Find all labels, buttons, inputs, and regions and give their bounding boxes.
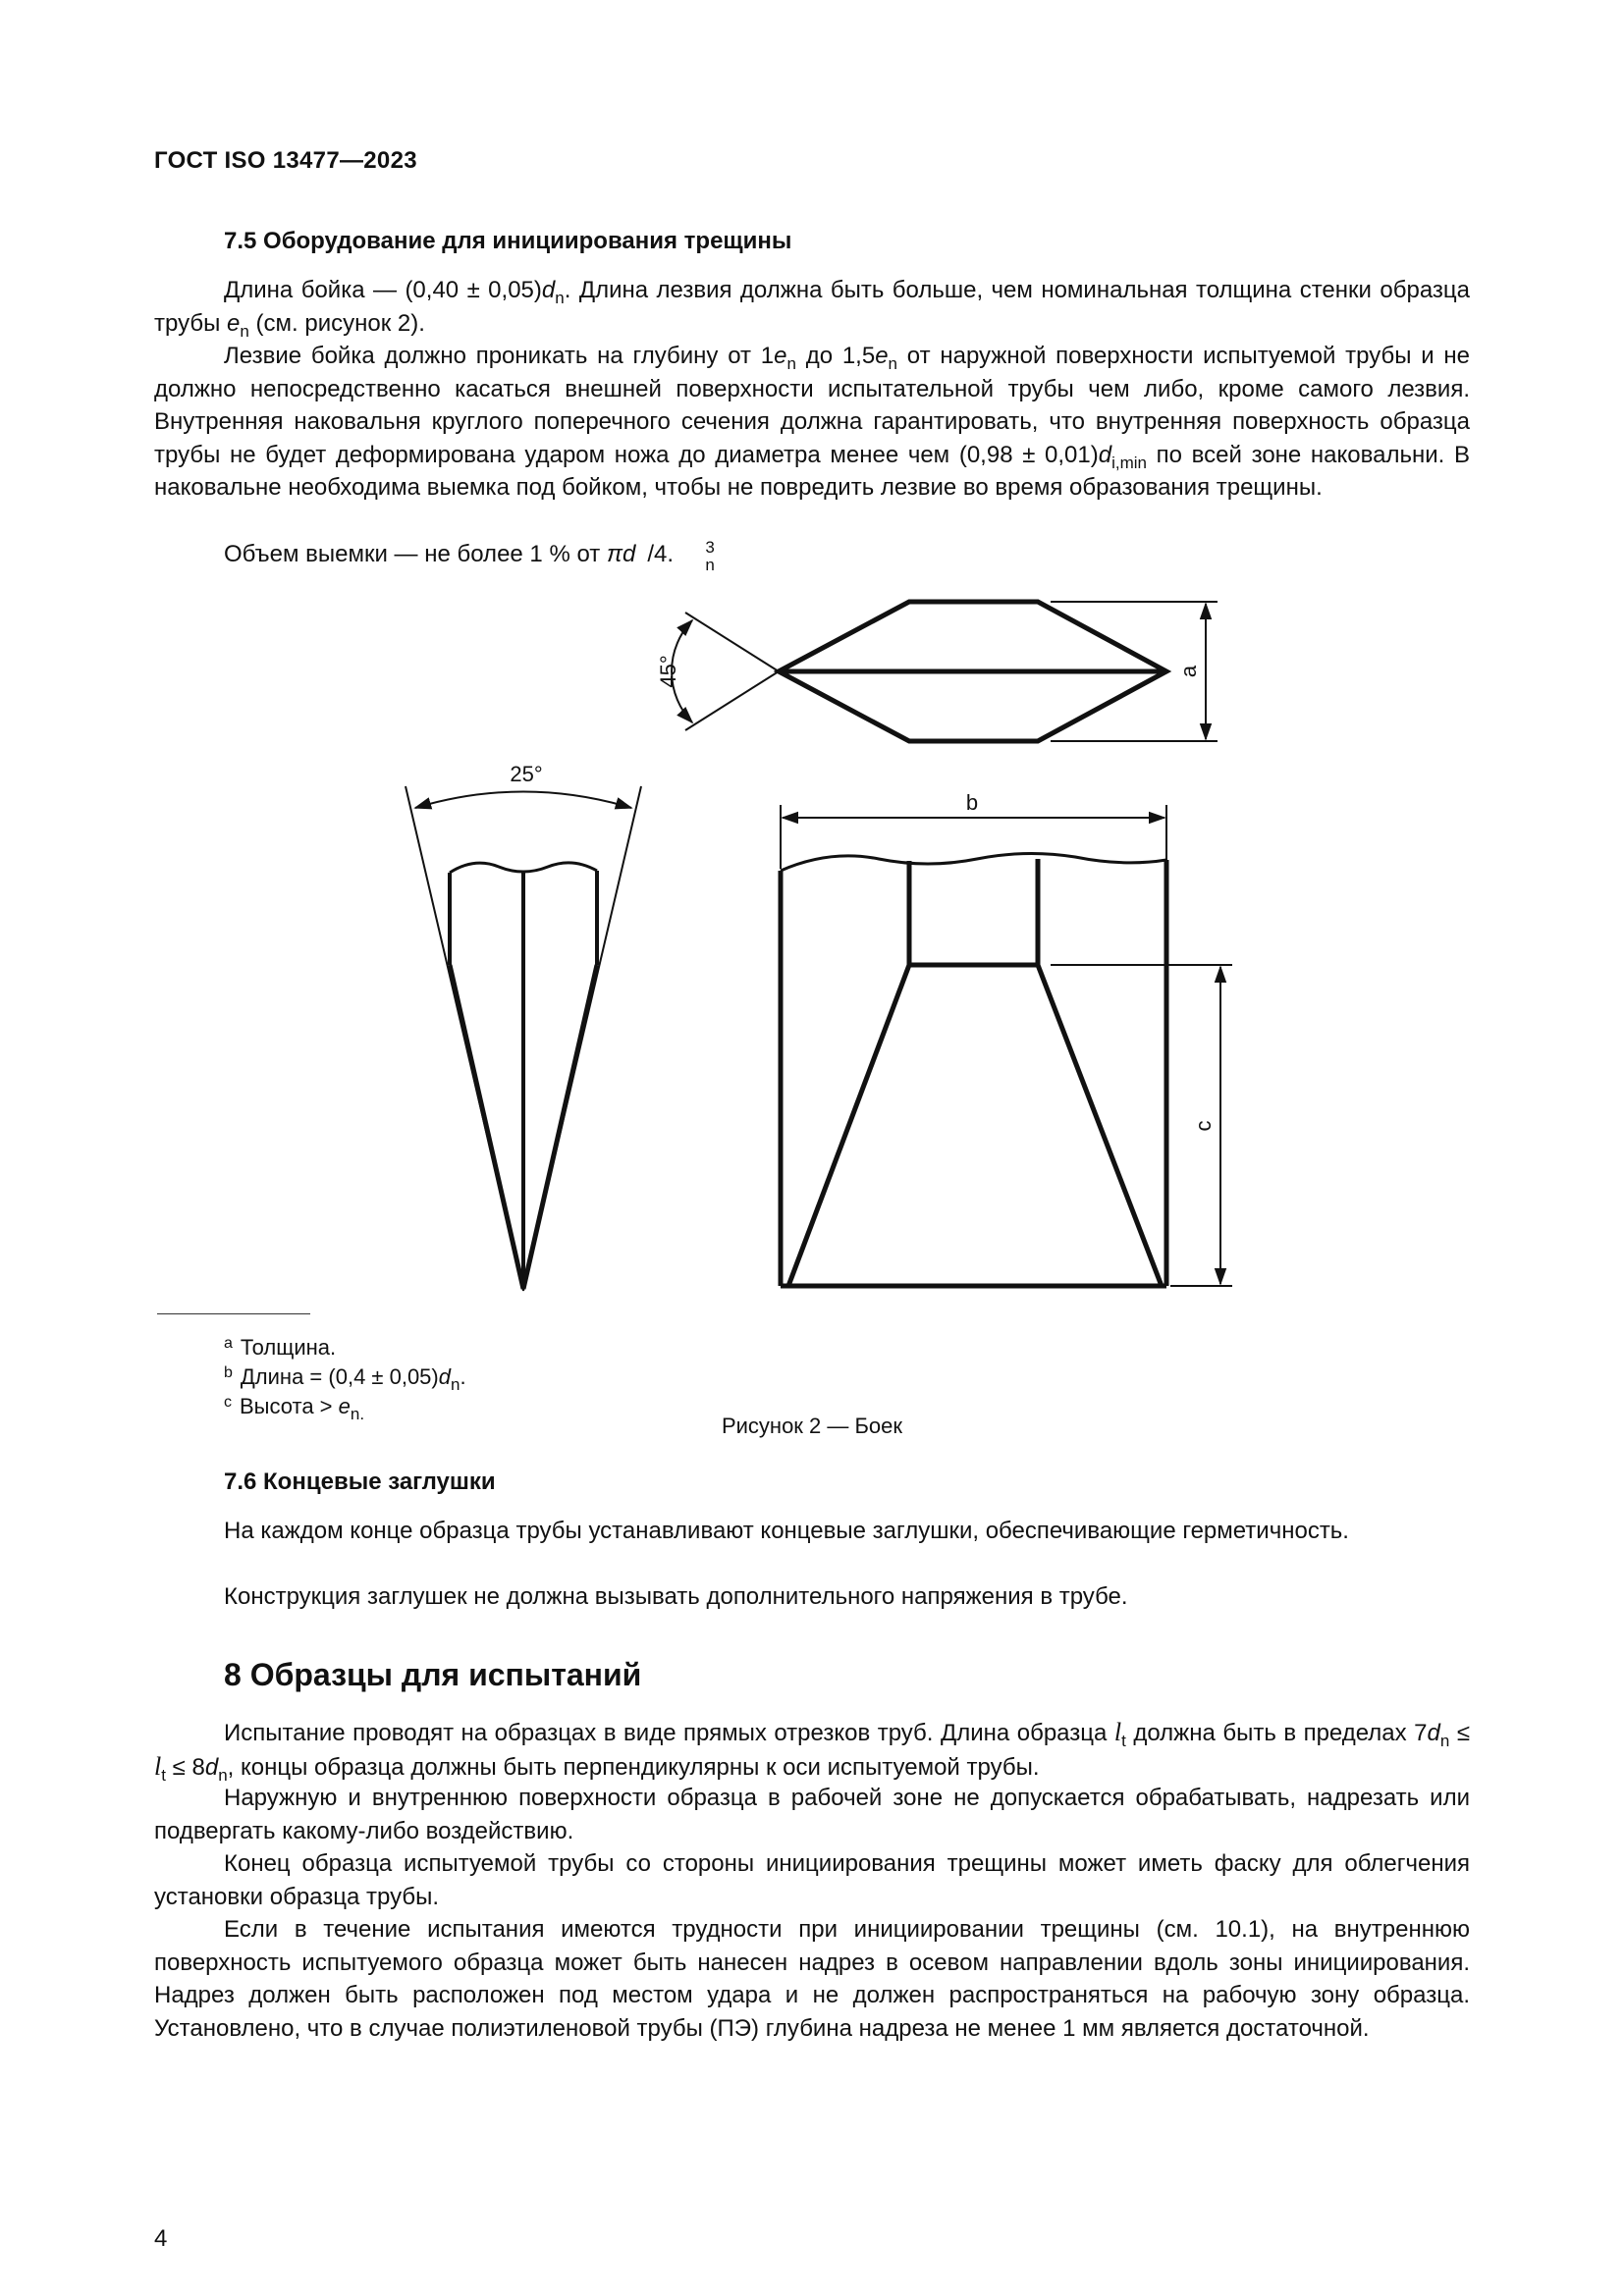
subscript-n: n [555,289,565,307]
section-7-6-heading: 7.6 Концевые заглушки [224,1468,496,1495]
var-e: e [227,309,241,337]
text-run: ≤ 8 [165,1753,205,1781]
var-e: e [338,1394,351,1418]
footnote-mark: c [224,1394,232,1411]
footnote-text: Высота > [240,1394,339,1418]
front-view [781,805,1232,1286]
text-run: должна быть в пределах 7 [1125,1720,1428,1746]
front-break-line-wave [781,853,1166,871]
section-8-paragraph-3: Конец образца испытуемой трубы со стороны инициирования трещины может иметь фаску для облегчения установки образца трубы. [154,1850,1470,1910]
footnote-mark: a [224,1335,233,1352]
section-8-heading: 8 Образцы для испытаний [224,1657,642,1692]
subscript-imin: i,min [1111,453,1148,472]
var-pi-d: πd [606,541,636,567]
label-dim-a: a [1176,665,1201,678]
footnote-text: Длина = (0,4 ± 0,05) [240,1364,439,1389]
text-run: Лезвие бойка должно проникать на глубину от 1 [224,343,775,369]
subscript-n: n [1439,1732,1450,1750]
text-run: до 1,5 [795,343,876,369]
subscript-n: n [888,354,898,373]
text-run: ≤ [1449,1720,1471,1746]
var-d: d [541,277,556,303]
section-8-paragraph-1 [154,1716,1470,1784]
var-e: e [774,343,787,369]
side-view-wedge [406,786,641,1291]
section-8-paragraph-4: Если в течение испытания имеются трудности при инициировании трещины (см. 10.1), на внутреннюю поверхность испытуемого образца может быть нанесен надрез в осевом направлении вдоль зоны инициирования. Надрез должен быть расположен под местом удара и не должен распространяться на рабочую зону образца. Установлено, что в случае полиэтиленовой трубы (ПЭ) глубина надреза не менее 1 мм является достаточной. [154,1916,1470,2042]
var-d: d [438,1364,451,1389]
footnote-mark: b [224,1364,233,1381]
var-d: d [1427,1720,1440,1746]
text-run: Длина бойка — (0,40 ± 0,05) [224,277,542,303]
figure-footnote-a [224,1329,336,1362]
document-header-title: ГОСТ ISO 13477—2023 [154,147,417,174]
subscript-n: n [240,321,249,341]
subscript-t: t [1121,1732,1126,1750]
page-number: 4 [154,2225,168,2252]
text-run: , концы образца должны быть перпендикулярны к оси испытуемой трубы. [227,1753,1040,1781]
var-d: d [1098,441,1112,468]
var-l: l [1113,1718,1122,1746]
section-8-paragraph-2: Наружную и внутреннюю поверхности образца в рабочей зоне не допускается обрабатывать, надрезать или подвергать какому-либо воздействию. [154,1785,1470,1844]
top-view-blade [672,602,1218,741]
subscript-n: n [218,1765,228,1785]
section-7-6-paragraph-2: Конструкция заглушек не должна вызывать дополнительного напряжения в трубе. [224,1583,1128,1610]
var-d: d [204,1753,219,1781]
section-7-6-paragraph-1: На каждом конце образца трубы устанавливают концевые заглушки, обеспечивающие герметичность. [224,1518,1349,1544]
label-angle-25: 25° [510,762,543,786]
footnote-text: . [460,1364,466,1389]
subscript-n: n [451,1375,460,1394]
figure-footnote-b [224,1359,466,1392]
text-run: Испытание проводят на образцах в виде прямых отрезков труб. Длина образца [224,1720,1114,1746]
label-dim-c: c [1191,1120,1216,1132]
figure-2-caption: Рисунок 2 — Боек [721,1414,903,1438]
label-angle-45: 45° [656,655,680,688]
section-7-5-paragraph-3: Объем выемки — не более 1 % от πd 3 n /4. [224,538,715,574]
text-run: /4. [647,541,675,567]
label-dim-b: b [965,790,979,815]
var-e: e [875,343,889,369]
subscript-n: n. [350,1405,365,1423]
angle-line-upper [685,613,779,671]
text-run: (см. рисунок 2). [248,309,425,337]
angle-line-lower [685,671,779,730]
section-7-5-heading: 7.5 Оборудование для инициирования трещины [224,228,792,254]
footnote-separator [157,1313,310,1314]
text-run: . Длина лезвия должна быть больше, чем номинальная толщина стенки образца трубы [154,277,1470,337]
subscript-t: t [161,1765,166,1785]
text-run: Объем выемки — не более 1 % от [224,541,607,567]
footnote-text: Толщина. [240,1335,337,1360]
subscript-n: n [786,354,796,373]
text-run: по всей зоне наковальни. В наковальне необходима выемка под бойком, чтобы не повредить лезвие во время образования трещины. [154,441,1470,501]
text-run: от наружной поверхности испытуемой трубы и не должно непосредственно касаться внешней поверхности испытательной трубы чем либо, кроме самого лезвия. Внутренняя наковальня круглого поперечного сечения должна гарантировать, что внутренняя поверхность образца трубы не будет деформирована ударом ножа до диаметра менее чем (0,98 ± 0,01) [154,343,1470,468]
var-l: l [154,1751,162,1781]
angle-arc-25 [415,792,631,809]
